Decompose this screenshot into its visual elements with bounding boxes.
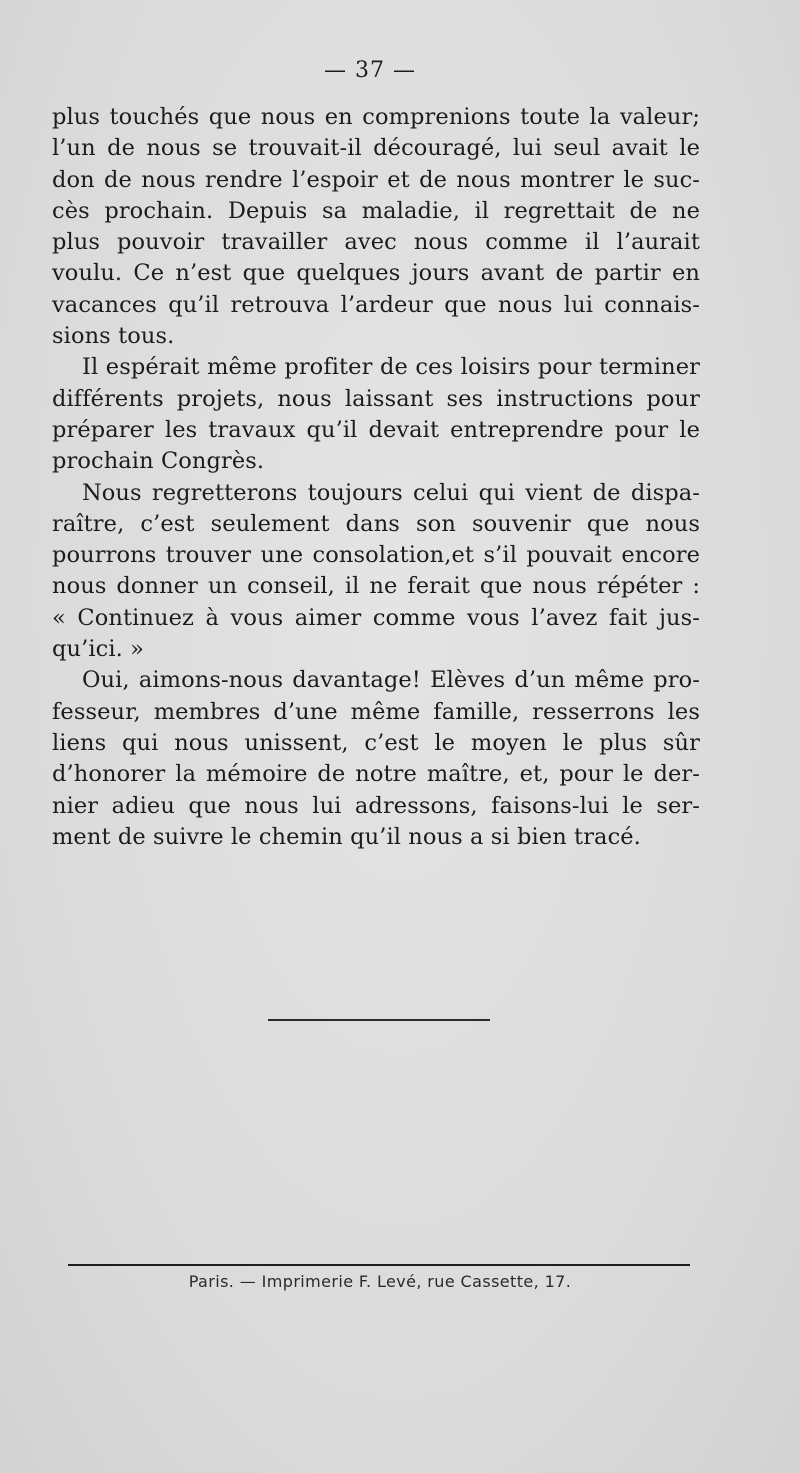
text-line: qu’ici. » <box>52 636 145 663</box>
text-line: différents projets, nous laissant ses instructions pour <box>52 385 700 412</box>
text-line: plus pouvoir travailler avec nous comme il l’aurait <box>52 229 700 256</box>
body-text <box>52 102 700 853</box>
text-line: Il espérait même profiter de ces loisirs pour terminer <box>82 354 700 381</box>
text-line: Nous regretterons toujours celui qui vient de dispa- <box>82 479 700 506</box>
text-line: sions tous. <box>52 323 175 350</box>
page-number: — 37 — <box>324 58 416 83</box>
text-line: pourrons trouver une consolation,et s’il pouvait encore <box>52 542 700 569</box>
text-line: raître, c’est seulement dans son souvenir que nous <box>52 510 700 537</box>
text-line: d’honorer la mémoire de notre maître, et, pour le der- <box>52 761 700 788</box>
text-line: nier adieu que nous lui adressons, faisons-lui le ser- <box>52 792 700 819</box>
text-line: « Continuez à vous aimer comme vous l’avez fait jus- <box>52 604 700 631</box>
text-line: ment de suivre le chemin qu’il nous a si bien tracé. <box>52 823 641 850</box>
text-line: fesseur, membres d’une même famille, resserrons les <box>52 698 700 725</box>
text-line: don de nous rendre l’espoir et de nous montrer le suc- <box>52 166 700 193</box>
text-line: vacances qu’il retrouva l’ardeur que nous lui connais- <box>52 291 700 318</box>
printer-imprint: Paris. — Imprimerie F. Levé, rue Cassette, 17. <box>188 1272 572 1291</box>
text-line: liens qui nous unissent, c’est le moyen le plus sûr <box>52 729 700 756</box>
text-line: nous donner un conseil, il ne ferait que nous répéter : <box>52 573 700 600</box>
section-end-rule <box>268 1019 490 1021</box>
text-line: préparer les travaux qu’il devait entreprendre pour le <box>52 416 700 443</box>
text-line: prochain Congrès. <box>52 448 265 475</box>
text-line: Oui, aimons-nous davantage! Elèves d’un même pro- <box>82 667 700 694</box>
text-line: plus touchés que nous en comprenions toute la valeur; <box>52 104 700 130</box>
imprint-rule <box>68 1264 690 1266</box>
text-line: cès prochain. Depuis sa maladie, il regrettait de ne <box>52 197 700 224</box>
text-line: voulu. Ce n’est que quelques jours avant de partir en <box>52 260 700 287</box>
text-line: l’un de nous se trouvait-il découragé, lui seul avait le <box>52 135 700 162</box>
